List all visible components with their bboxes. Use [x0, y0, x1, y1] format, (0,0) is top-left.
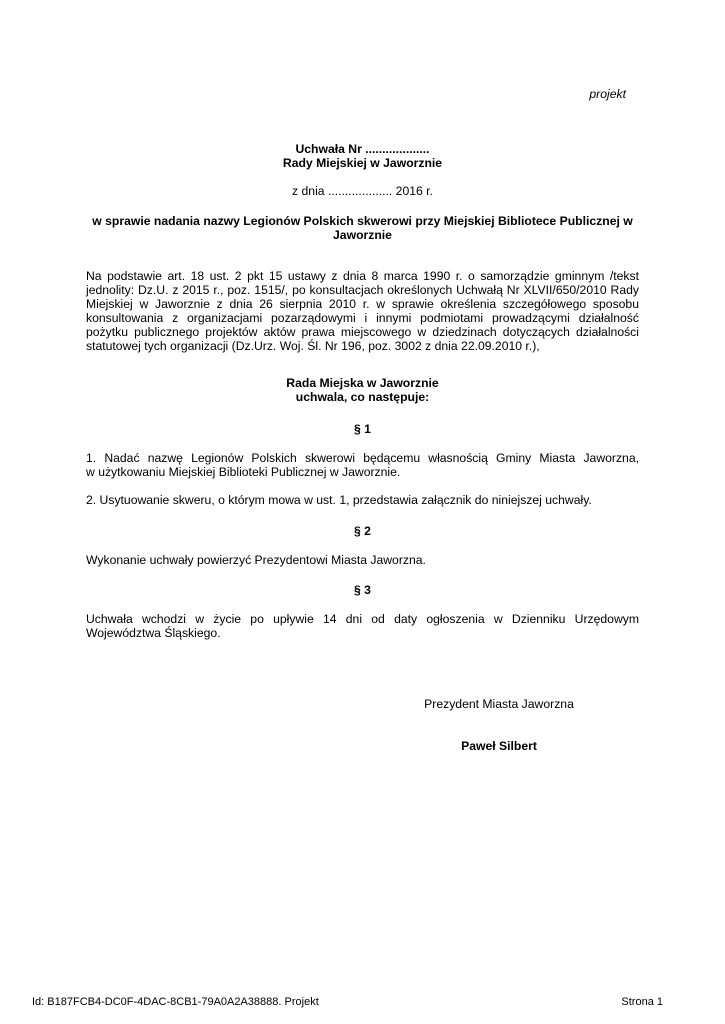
section-3-paragraph-line-2: Województwa Śląskiego. [86, 626, 221, 640]
resolution-number: Uchwała Nr ................... [295, 142, 430, 156]
council-resolves-line-1: Rada Miejska w Jaworznie [286, 376, 439, 390]
signature-name: Paweł Silbert [461, 739, 537, 753]
preamble-line: Na podstawie art. 18 ust. 2 pkt 15 ustawy z dnia 8 marca 1990 r. o samorządzie gminnym /tekst [86, 269, 639, 283]
council-name: Rady Miejskiej w Jaworznie [282, 156, 443, 170]
section-1-paragraph-1-line-1: 1. Nadać nazwę Legionów Polskich skwerowi będącemu własnością Gminy Miasta Jaworzna, [86, 451, 639, 465]
preamble-line: statutowej tych organizacji (Dz.Urz. Woj. Śl. Nr 196, poz. 3002 z dnia 22.09.2010 r.), [86, 339, 540, 353]
draft-label: projekt [589, 87, 626, 101]
resolution-date: z dnia ................... 2016 r. [292, 184, 433, 198]
subject-line-2: Jaworznie [333, 228, 392, 242]
section-1-paragraph-1-line-2: w użytkowaniu Miejskiej Biblioteki Publicznej w Jaworznie. [86, 465, 401, 479]
council-resolves-line-2: uchwala, co następuje: [295, 390, 430, 404]
preamble-line: konsultowania z organizacjami pozarządowymi i innymi podmiotami prowadzącymi działalność [86, 311, 639, 325]
section-2-heading: § 2 [354, 524, 371, 538]
section-1-heading: § 1 [354, 422, 371, 436]
footer-document-id: Id: B187FCB4-DC0F-4DAC-8CB1-79A0A2A38888. Projekt [32, 996, 319, 1008]
section-2-paragraph: Wykonanie uchwały powierzyć Prezydentowi Miasta Jaworzna. [86, 553, 426, 567]
section-3-paragraph-line-1: Uchwała wchodzi w życie po upływie 14 dni od daty ogłoszenia w Dzienniku Urzędowym [86, 612, 639, 626]
preamble-line: jednolity: Dz.U. z 2015 r., poz. 1515/, po konsultacjach określonych Uchwałą Nr XLVII/650/2010 Rady [86, 283, 639, 297]
section-3-heading: § 3 [354, 583, 371, 597]
signature-title: Prezydent Miasta Jaworzna [424, 697, 574, 711]
preamble-line: Miejskiej w Jaworznie z dnia 26 sierpnia 2010 r. w sprawie określenia szczegółowego sposobu [86, 297, 639, 311]
subject-line-1: w sprawie nadania nazwy Legionów Polskich skwerowi przy Miejskiej Bibliotece Publicznej w [92, 214, 633, 228]
section-1-paragraph-2: 2. Usytuowanie skweru, o którym mowa w ust. 1, przedstawia załącznik do niniejszej uchwały. [86, 493, 592, 507]
footer-page-number: Strona 1 [621, 996, 663, 1008]
preamble-line: pożytku publicznego projektów aktów prawa miejscowego w dziedzinach dotyczących działalności [86, 325, 639, 339]
